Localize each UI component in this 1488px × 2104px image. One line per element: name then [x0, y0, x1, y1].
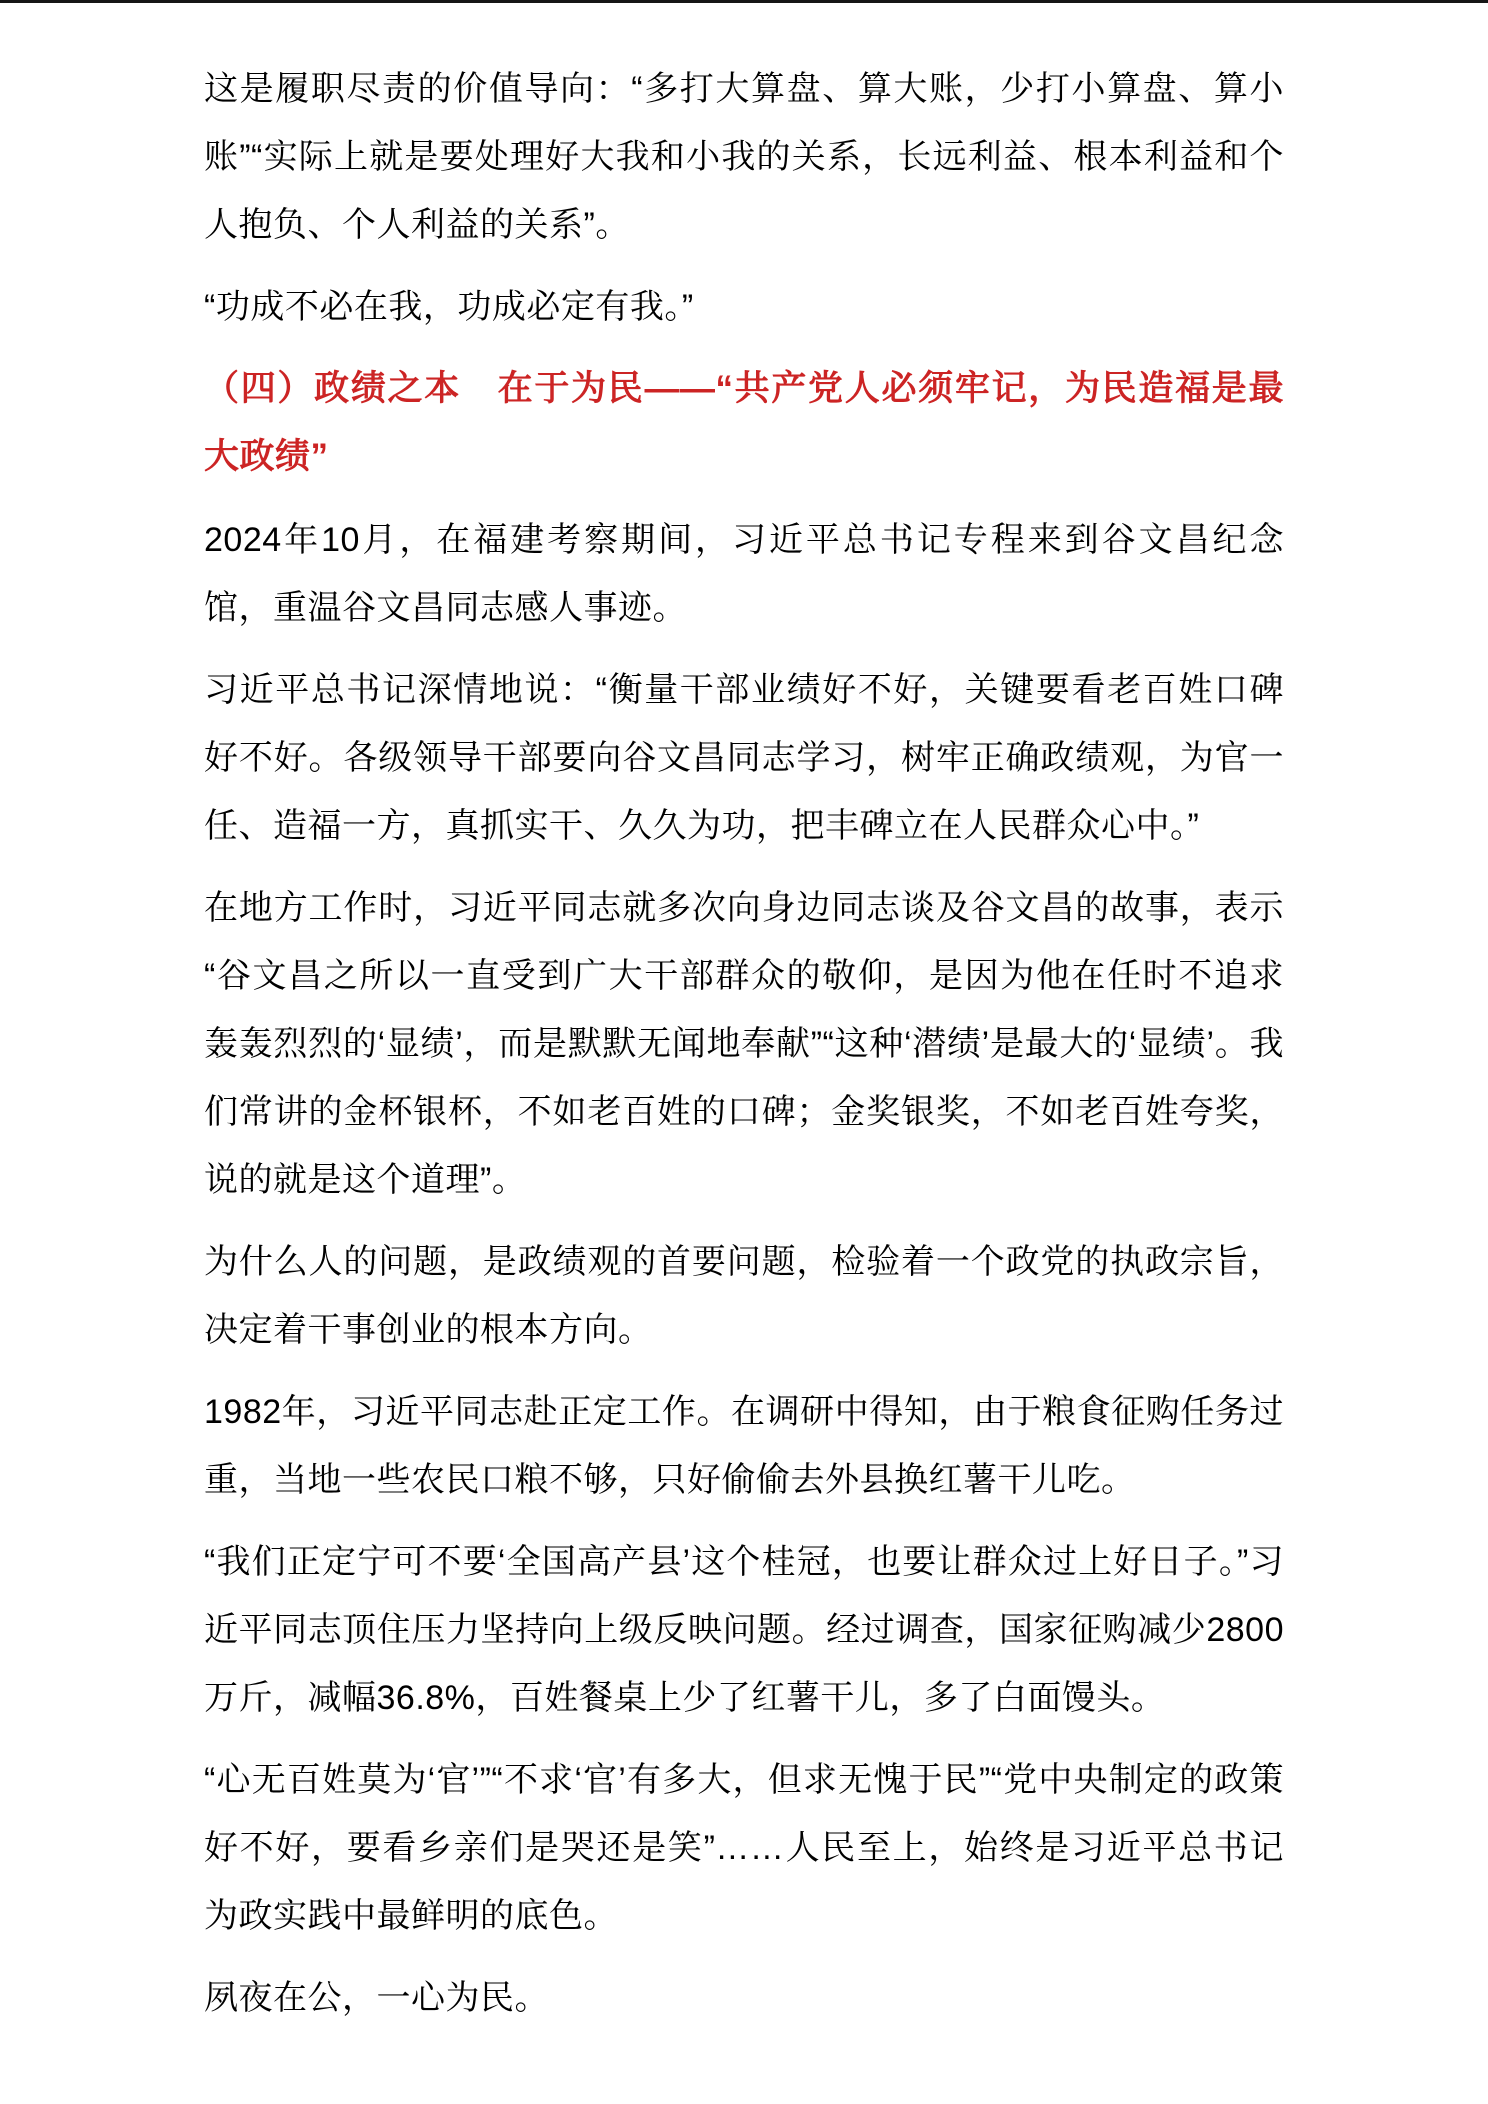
- paragraph: 习近平总书记深情地说：“衡量干部业绩好不好，关键要看老百姓口碑好不好。各级领导干部要向谷文昌同志学习，树牢正确政绩观，为官一任、造福一方，真抓实干、久久为功，把丰碑立在人民群众心中。”: [204, 671, 1284, 845]
- paragraph: 这是履职尽责的价值导向：“多打大算盘、算大账，少打小算盘、算小账”“实际上就是要处理好大我和小我的关系，长远利益、根本利益和个人抱负、个人利益的关系”。: [204, 70, 1284, 244]
- paragraph: “心无百姓莫为‘官’”“不求‘官’有多大，但求无愧于民”“党中央制定的政策好不好，要看乡亲们是哭还是笑”……人民至上，始终是习近平总书记为政实践中最鲜明的底色。: [204, 1761, 1284, 1935]
- document-body: [204, 0, 1284, 2032]
- paragraph: 2024年10月，在福建考察期间，习近平总书记专程来到谷文昌纪念馆，重温谷文昌同志感人事迹。: [204, 521, 1284, 627]
- paragraph: 夙夜在公，一心为民。: [204, 1979, 549, 2017]
- top-border: [0, 0, 1488, 3]
- paragraph: “功成不必在我，功成必定有我。”: [204, 288, 694, 326]
- paragraph: 为什么人的问题，是政绩观的首要问题，检验着一个政党的执政宗旨，决定着干事创业的根本方向。: [204, 1243, 1284, 1349]
- paragraph: “我们正定宁可不要‘全国高产县’这个桂冠，也要让群众过上好日子。”习近平同志顶住压力坚持向上级反映问题。经过调查，国家征购减少2800万斤，减幅36.8%，百姓餐桌上少了红薯干儿，多了白面馒头。: [204, 1543, 1284, 1717]
- section-heading: （四）政绩之本 在于为民——“共产党人必须牢记，为民造福是最大政绩”: [204, 369, 1284, 476]
- paragraph: 在地方工作时，习近平同志就多次向身边同志谈及谷文昌的故事，表示“谷文昌之所以一直受到广大干部群众的敬仰，是因为他在任时不追求轰轰烈烈的‘显绩’，而是默默无闻地奉献”“这种‘潜绩’是最大的‘显绩’。我们常讲的金杯银杯，不如老百姓的口碑；金奖银奖，不如老百姓夸奖，说的就是这个道理”。: [204, 889, 1284, 1199]
- paragraph: 1982年，习近平同志赴正定工作。在调研中得知，由于粮食征购任务过重，当地一些农民口粮不够，只好偷偷去外县换红薯干儿吃。: [204, 1393, 1284, 1499]
